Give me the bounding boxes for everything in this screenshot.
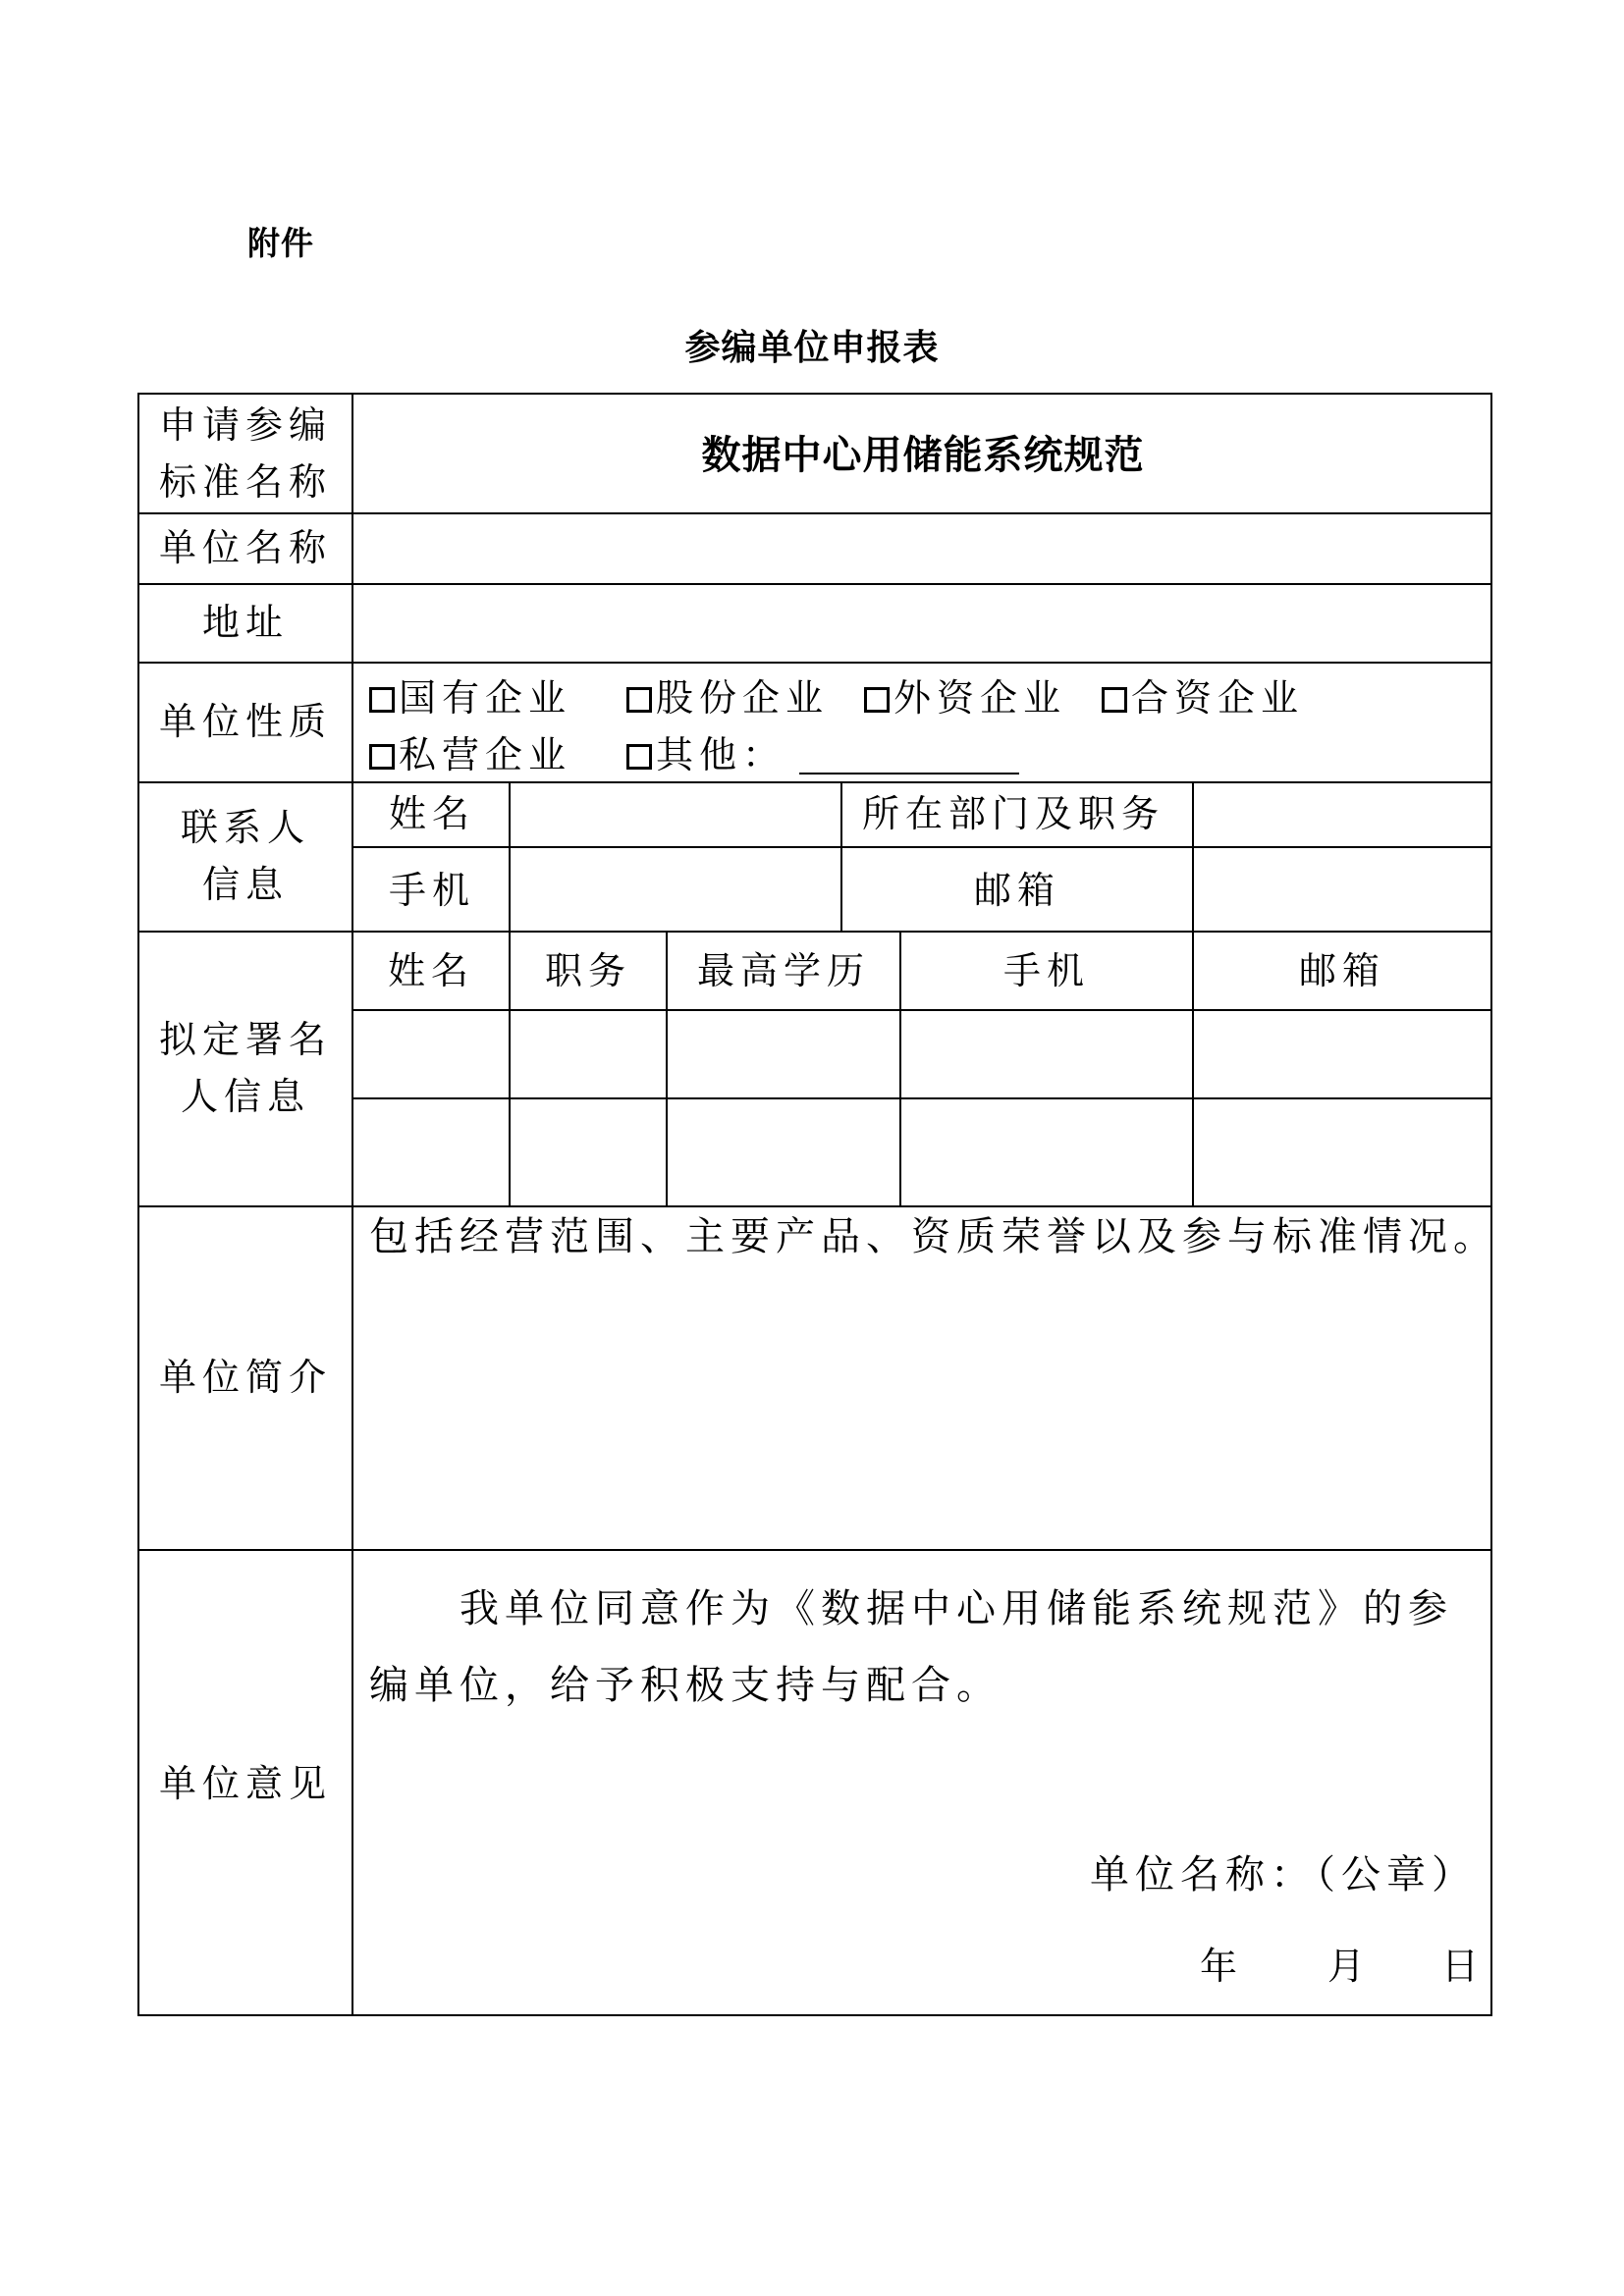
contact-email-label: 邮箱 [973, 869, 1060, 912]
contact-name-label: 姓名 [389, 792, 476, 835]
checkbox-icon[interactable] [369, 744, 395, 770]
signer-header-email: 邮箱 [1298, 949, 1385, 992]
nature-option-state-owned[interactable]: 国有企业 [369, 679, 571, 717]
unit-name-field[interactable] [353, 514, 1489, 583]
row-divider [139, 931, 1490, 933]
profile-label: 单位简介 [158, 1356, 332, 1399]
row-divider [139, 1549, 1490, 1551]
signers-label: 拟定署名 人信息 [158, 1018, 332, 1118]
standard-name-value: 数据中心用储能系统规范 [701, 433, 1145, 478]
nature-option-foreign[interactable]: 外资企业 [864, 679, 1066, 717]
date-year: 年 [1200, 1945, 1244, 1988]
row-divider [139, 662, 1490, 664]
checkbox-icon[interactable] [369, 687, 395, 713]
contact-name-field[interactable] [511, 783, 840, 846]
signer-header-title: 职务 [544, 949, 631, 992]
checkbox-icon[interactable] [626, 744, 652, 770]
form-title: 参编单位申报表 [684, 328, 940, 368]
nature-option-other[interactable]: 其他： [626, 736, 785, 774]
checkbox-icon[interactable] [626, 687, 652, 713]
nature-option-joint-stock[interactable]: 股份企业 [626, 679, 829, 717]
contact-phone-label: 手机 [389, 869, 476, 912]
checkbox-icon[interactable] [1102, 687, 1127, 713]
address-field[interactable] [353, 585, 1489, 662]
signer-header-divider [353, 1009, 1490, 1011]
contact-label: 联系人 信息 [180, 806, 310, 906]
signer-header-name: 姓名 [387, 949, 474, 992]
opinion-label: 单位意见 [158, 1762, 332, 1805]
nature-option-joint-venture[interactable]: 合资企业 [1102, 679, 1304, 717]
unit-nature-label: 单位性质 [158, 700, 332, 743]
profile-hint[interactable]: 包括经营范围、主要产品、资质荣誉以及参与标准情况。 [369, 1214, 1498, 1259]
unit-name-label: 单位名称 [158, 526, 332, 569]
contact-dept-label: 所在部门及职务 [862, 792, 1165, 835]
seal-line: 单位名称：（公章） [1090, 1852, 1477, 1897]
standard-label: 申请参编 标准名称 [158, 403, 332, 504]
contact-phone-field[interactable] [511, 848, 840, 931]
signer-header-education: 最高学历 [696, 949, 870, 992]
checkbox-icon[interactable] [864, 687, 890, 713]
date-day: 日 [1441, 1945, 1486, 1988]
contact-dept-field[interactable] [1194, 783, 1489, 846]
date-month: 月 [1327, 1945, 1372, 1988]
opinion-statement: 我单位同意作为《数据中心用储能系统规范》的参编单位，给予积极支持与配合。 [369, 1586, 1453, 1708]
nature-option-private[interactable]: 私营企业 [369, 736, 571, 774]
signer-header-phone: 手机 [1002, 949, 1090, 992]
annex-label: 附件 [247, 224, 314, 262]
address-label: 地址 [201, 601, 289, 644]
other-fill-line[interactable] [799, 773, 1019, 774]
application-form-table [137, 393, 1498, 2016]
contact-email-field[interactable] [1194, 848, 1489, 931]
signer-row-divider [353, 1097, 1490, 1099]
row-divider [139, 1205, 1490, 1207]
